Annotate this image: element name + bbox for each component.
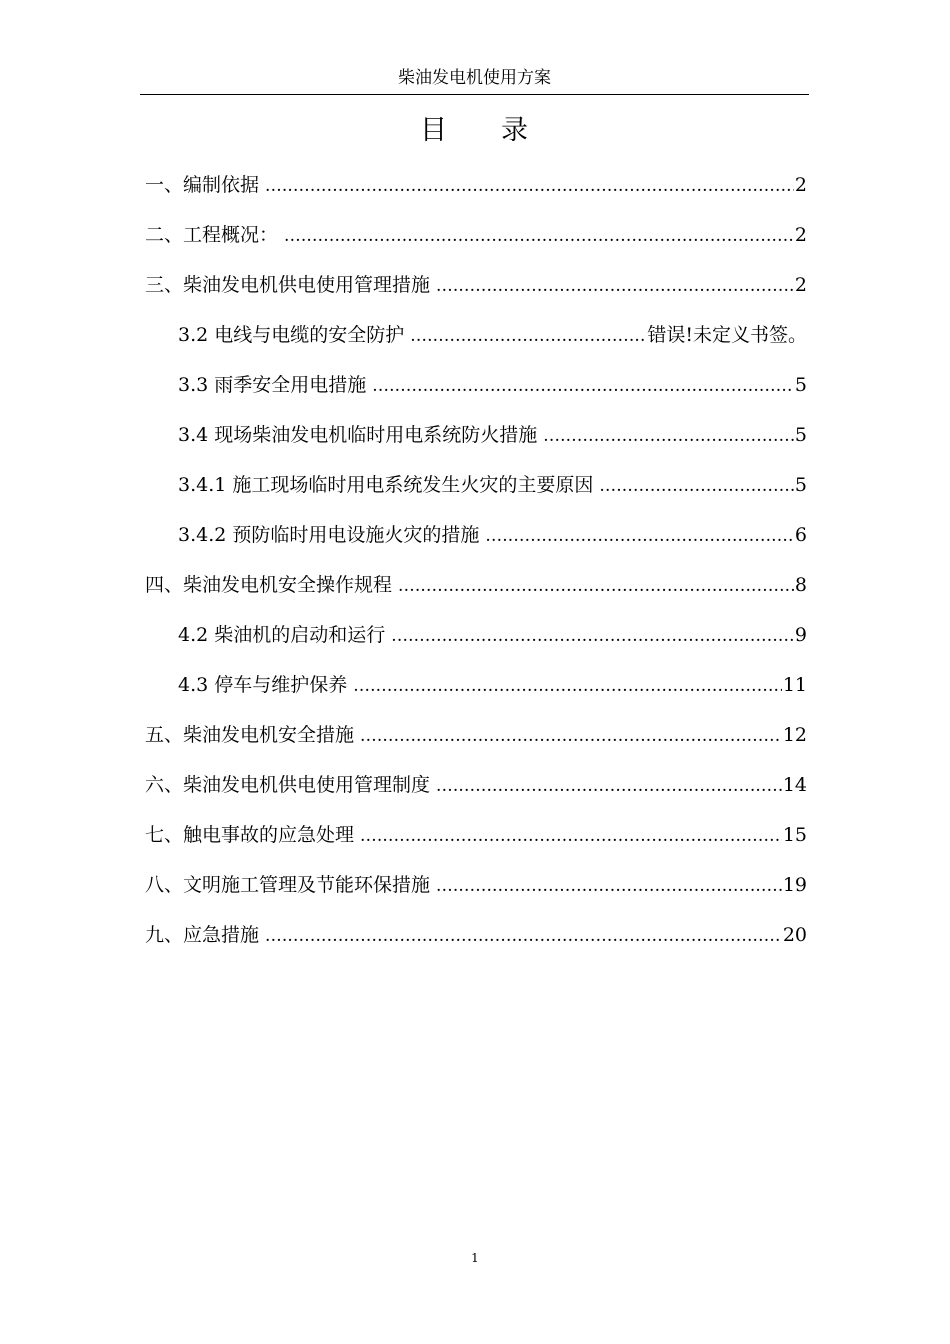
dot-leader	[599, 470, 794, 501]
toc-entry-page: 8	[794, 574, 807, 596]
toc-entry[interactable]	[145, 170, 807, 200]
dot-leader	[265, 170, 794, 201]
dot-leader	[360, 720, 782, 751]
toc-title-char-1: 目	[420, 115, 449, 146]
toc-entry[interactable]	[178, 320, 807, 350]
dot-leader	[360, 820, 782, 851]
toc-entry-page: 2	[794, 274, 807, 296]
toc-entry-page: 20	[782, 924, 807, 946]
toc-entry-title: 九、应急措施	[145, 924, 260, 946]
dot-leader	[372, 370, 794, 401]
toc-entry[interactable]	[145, 820, 807, 850]
header-divider	[140, 94, 809, 95]
toc-entry[interactable]	[145, 720, 807, 750]
toc-entry[interactable]	[145, 920, 807, 950]
toc-entry-title: 三、柴油发电机供电使用管理措施	[145, 274, 431, 296]
dot-leader	[485, 520, 794, 551]
toc-entry-title: 3.4.2 预防临时用电设施火灾的措施	[178, 524, 480, 546]
toc-entry[interactable]	[178, 520, 807, 550]
toc-entry[interactable]	[145, 770, 807, 800]
toc-entry[interactable]	[145, 870, 807, 900]
running-header: 柴油发电机使用方案	[398, 68, 551, 88]
toc-entry-title: 六、柴油发电机供电使用管理制度	[145, 774, 431, 796]
toc-entry-page: 6	[794, 524, 807, 546]
dot-leader	[353, 670, 782, 701]
toc-entry-title: 3.2 电线与电缆的安全防护	[178, 324, 405, 346]
toc-entry-page: 2	[794, 224, 807, 246]
toc-entry[interactable]	[178, 420, 807, 450]
toc-entry[interactable]	[145, 220, 807, 250]
toc-entry-page: 5	[794, 474, 807, 496]
toc-entry-title: 3.4 现场柴油发电机临时用电系统防火措施	[178, 424, 538, 446]
toc-entry-page: 11	[782, 674, 807, 696]
toc-entry-title: 一、编制依据	[145, 174, 260, 196]
toc-entry-title: 七、触电事故的应急处理	[145, 824, 355, 846]
dot-leader	[543, 420, 794, 451]
toc-entry-page: 14	[782, 774, 807, 796]
toc-entry-page: 5	[794, 424, 807, 446]
dot-leader	[436, 270, 794, 301]
toc-entry-title: 五、柴油发电机安全措施	[145, 724, 355, 746]
toc-entry-page: 错误!未定义书签。	[647, 324, 807, 346]
toc-entry[interactable]	[178, 670, 807, 700]
dot-leader	[265, 920, 782, 951]
toc-entry-title: 4.2 柴油机的启动和运行	[178, 624, 386, 646]
dot-leader	[284, 220, 794, 251]
toc-entry[interactable]	[178, 370, 807, 400]
toc-entry-page: 19	[782, 874, 807, 896]
dot-leader	[436, 770, 782, 801]
toc-entry-page: 2	[794, 174, 807, 196]
toc-entry-page: 15	[782, 824, 807, 846]
dot-leader	[436, 870, 782, 901]
toc-entry[interactable]	[145, 270, 807, 300]
dot-leader	[391, 620, 794, 651]
toc-entry-page: 12	[782, 724, 807, 746]
toc-entry-title: 3.4.1 施工现场临时用电系统发生火灾的主要原因	[178, 474, 594, 496]
toc-entry-title: 四、柴油发电机安全操作规程	[145, 574, 393, 596]
toc-title-char-2: 录	[501, 115, 530, 146]
toc-entry[interactable]	[178, 620, 807, 650]
dot-leader	[410, 320, 646, 351]
toc-entry[interactable]	[145, 570, 807, 600]
page-number: 1	[471, 1251, 479, 1265]
toc-entry-page: 9	[794, 624, 807, 646]
toc-entry-title: 八、文明施工管理及节能环保措施	[145, 874, 431, 896]
toc-entry-page: 5	[794, 374, 807, 396]
toc-entry-title: 4.3 停车与维护保养	[178, 674, 348, 696]
dot-leader	[398, 570, 794, 601]
toc-entry[interactable]	[178, 470, 807, 500]
toc-title	[0, 113, 950, 149]
toc-entry-title: 3.3 雨季安全用电措施	[178, 374, 367, 396]
toc-entry-title: 二、工程概况：	[145, 224, 279, 246]
